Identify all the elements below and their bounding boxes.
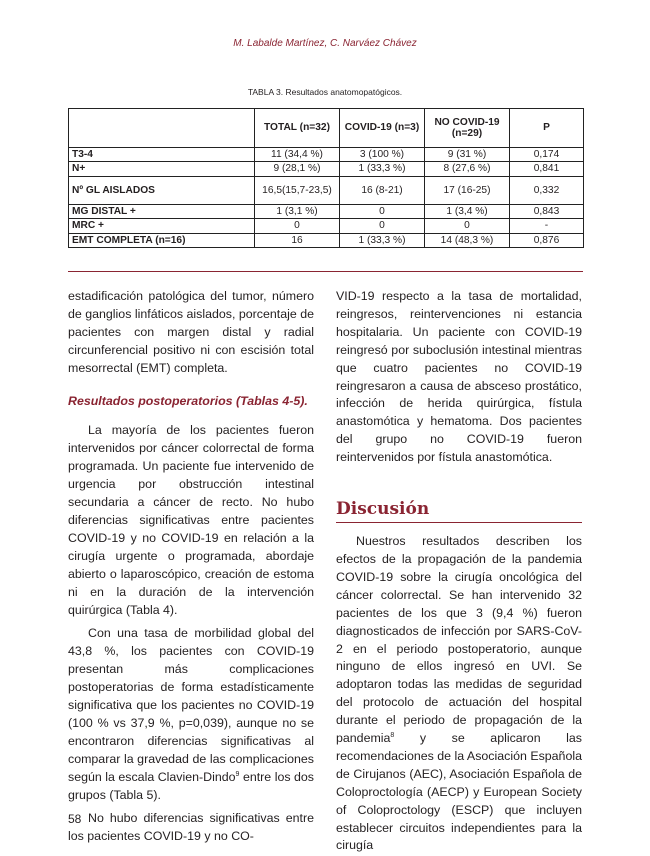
table-cell: 11 (34,4 %)	[255, 148, 340, 162]
table-row	[69, 219, 584, 233]
table-row	[69, 148, 584, 162]
table-cell: 16,5(15,7-23,5)	[255, 176, 340, 204]
table-cell: 3 (100 %)	[340, 148, 425, 162]
row-label: MG DISTAL +	[69, 204, 255, 218]
table-cell: 0	[340, 219, 425, 233]
paragraph: estadificación patológica del tumor, número de ganglios linfáticos aislados, porcentaje de pacientes con margen distal y radial circunferencial positivo ni con escisión total mesorrectal (EMT) completa.	[68, 289, 314, 375]
table-cell: 0	[340, 204, 425, 218]
table-cell: 8 (27,6 %)	[425, 162, 510, 176]
section-heading: Discusión	[336, 498, 582, 523]
table-header-cell: P	[510, 109, 584, 148]
paragraph: La mayoría de los pacientes fueron intervenidos por cáncer colorrectal de forma programada. Un paciente fue intervenido de urgencia por obstrucción intestinal secundaria a cáncer de recto. No hubo diferencias significativas entre pacientes COVID-19 y no COVID-19 en relación a la cirugía urgente o programada, abordaje abierto o laparoscópico, creación de estoma ni en la duración de la intervención quirúrgica (Tabla 4).	[68, 423, 314, 617]
left-column	[68, 288, 314, 846]
table-row	[69, 162, 584, 176]
table-cell: 0	[255, 219, 340, 233]
table-cell: -	[510, 219, 584, 233]
table-header-cell: NO COVID-19 (n=29)	[425, 109, 510, 148]
paragraph-text: y se aplicaron las recomendaciones de la Asociación Española de Cirujanos (AEC), Asociación Española de Coloproctología (AECP) y European Society of Coloproctology (ESCP) que incluyen establecer circuitos independientes para la cirugía	[336, 731, 582, 853]
table-header-cell: TOTAL (n=32)	[255, 109, 340, 148]
table-bottom-rule	[68, 271, 583, 272]
paragraph	[68, 625, 314, 804]
table-cell: 0,841	[510, 162, 584, 176]
table-cell: 0,332	[510, 176, 584, 204]
row-label: N+	[69, 162, 255, 176]
row-label: T3-4	[69, 148, 255, 162]
table-row	[69, 204, 584, 218]
paragraph-text: entre los dos grupos (Tabla 5).	[68, 769, 315, 802]
running-head: M. Labalde Martínez, C. Narváez Chávez	[233, 38, 417, 49]
table-cell: 1 (3,1 %)	[255, 204, 340, 218]
paragraph: No hubo diferencias significativas entre los pacientes COVID-19 y no CO-	[68, 811, 314, 844]
table-cell: 16 (8-21)	[340, 176, 425, 204]
row-label: MRC +	[69, 219, 255, 233]
table-cell: 16	[255, 233, 340, 247]
table-cell: 0,876	[510, 233, 584, 247]
table-cell: 14 (48,3 %)	[425, 233, 510, 247]
paragraph	[336, 533, 582, 855]
page-number: 58	[68, 812, 82, 826]
table-header-cell	[69, 109, 255, 148]
table-row	[69, 233, 584, 247]
paragraph-text: Con una tasa de morbilidad global del 43,8 %, los pacientes con COVID-19 presentan más complicaciones postoperatorias de forma estadísticamente significativa que los pacientes no COVID-19 (100 % vs 37,9 %, p=0,039), aunque no se encontraron diferencias significativas al comparar la gravedad de las complicaciones según la escala Clavien-Dindo	[68, 626, 314, 784]
reference-superscript: 9	[235, 770, 240, 778]
table-cell: 1 (33,3 %)	[340, 233, 425, 247]
subheading: Resultados postoperatorios (Tablas 4-5).	[68, 393, 308, 408]
results-table	[68, 108, 584, 248]
table-cell: 0,843	[510, 204, 584, 218]
row-label: Nº GL AISLADOS	[69, 176, 255, 204]
table-cell: 9 (28,1 %)	[255, 162, 340, 176]
table-cell: 1 (33,3 %)	[340, 162, 425, 176]
paragraph: VID-19 respecto a la tasa de mortalidad, reingresos, reintervenciones ni estancia hospitalaria. Un paciente con COVID-19 reingresó por suboclusión intestinal mientras que cuatro pacientes no COVID-19 reingresaron a causa de absceso prostático, infección de herida quirúrgica, fístula anastomótica y hematoma. Dos pacientes del grupo no COVID-19 fueron reintervenidos por fístula anastomótica.	[336, 289, 582, 465]
table-cell: 1 (3,4 %)	[425, 204, 510, 218]
table-header-row	[69, 109, 584, 148]
table-row	[69, 176, 584, 204]
table-cell: 0,174	[510, 148, 584, 162]
row-label: EMT COMPLETA (n=16)	[69, 233, 255, 247]
paragraph-text: Nuestros resultados describen los efectos de la propagación de la pandemia COVID-19 sobre la cirugía oncológica del cáncer colorrectal. Se han intervenido 32 pacientes de los que 3 (9,4 %) fueron diagnosticados de infección por SARS-CoV-2 en el periodo postoperatorio, aunque ninguno de ellos ingresó en UVI. Se adoptaron todas las medidas de seguridad del protocolo de actuación del hospital durante el periodo de propagación de la pandemia	[336, 534, 582, 746]
table-cell: 9 (31 %)	[425, 148, 510, 162]
right-column	[336, 288, 582, 855]
table-header-cell: COVID-19 (n=3)	[340, 109, 425, 148]
table-caption: TABLA 3. Resultados anatomopatógicos.	[247, 87, 403, 97]
table-cell: 0	[425, 219, 510, 233]
reference-superscript: 8	[390, 731, 395, 739]
table-cell: 17 (16-25)	[425, 176, 510, 204]
